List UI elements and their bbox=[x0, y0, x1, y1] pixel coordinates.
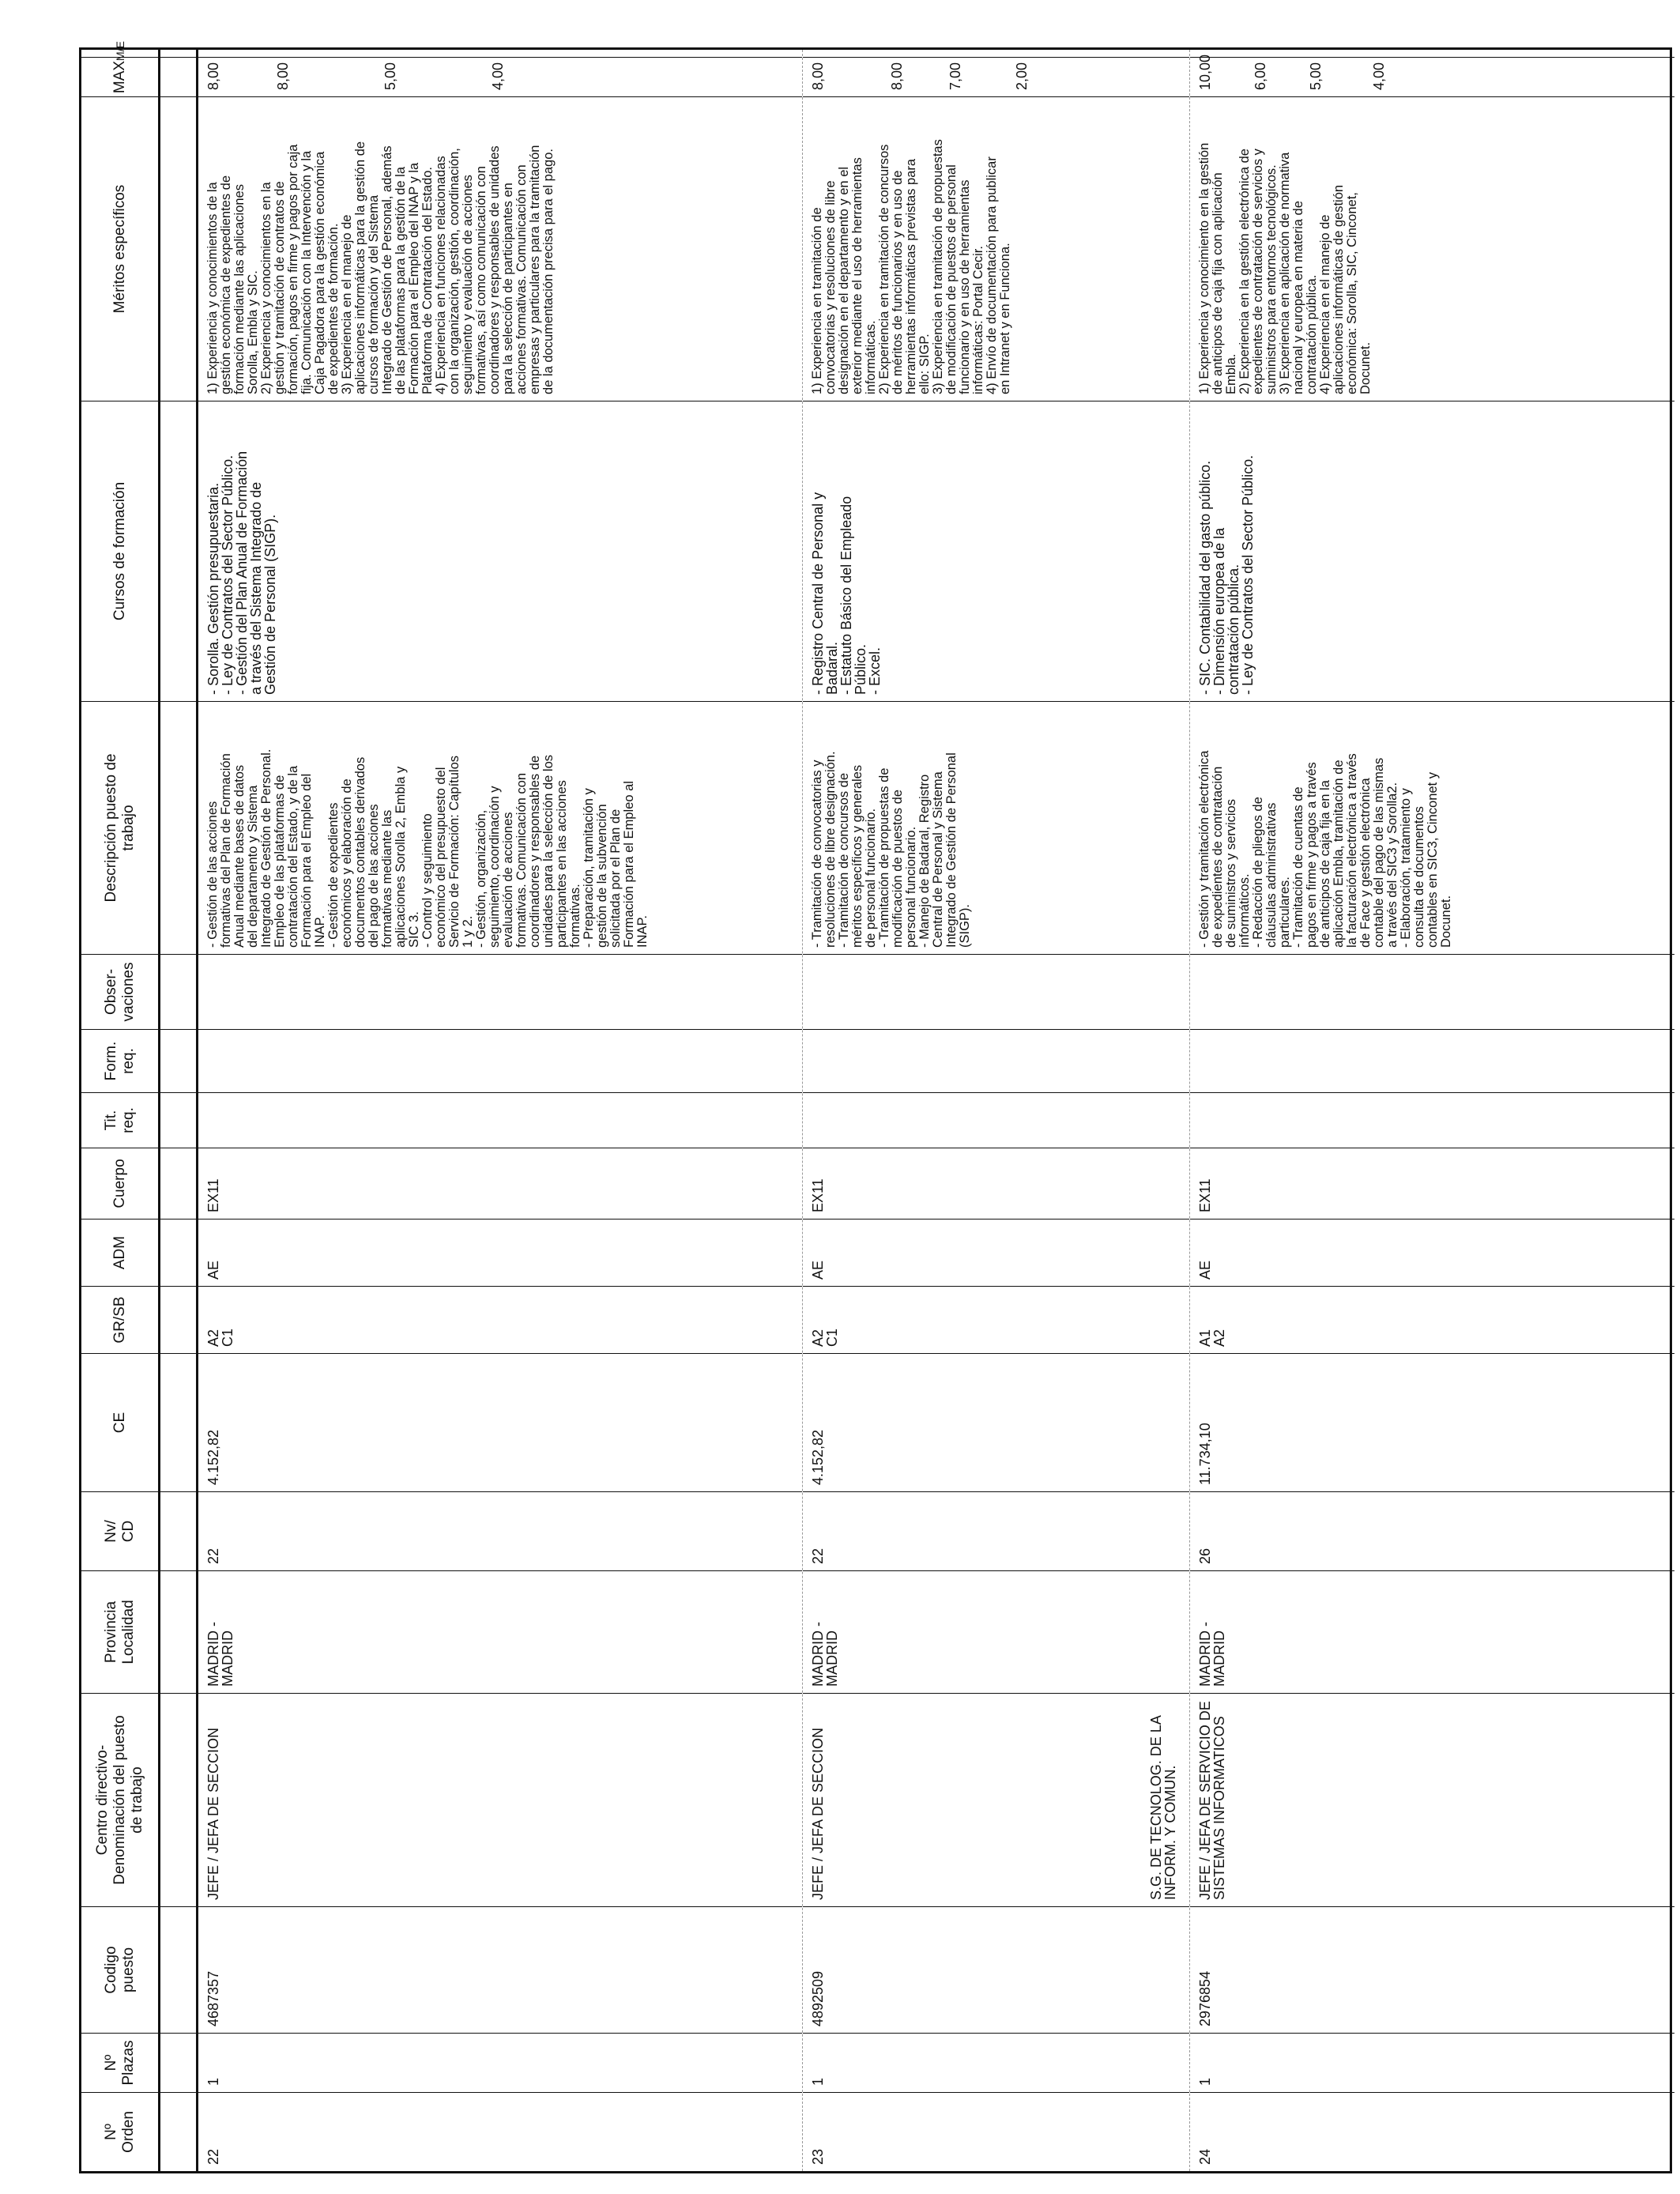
spacer-cell bbox=[160, 1353, 196, 1491]
cell-provincia: MADRID - MADRID bbox=[1190, 1570, 1674, 1693]
spacer-cell bbox=[160, 1491, 196, 1570]
header-codigo: Codigo puesto bbox=[81, 1906, 158, 2033]
table-row bbox=[803, 50, 1190, 2171]
spacer-cell bbox=[160, 2033, 196, 2092]
header-cuerpo: Cuerpo bbox=[81, 1148, 158, 1219]
spacer-cell bbox=[160, 2092, 196, 2171]
cell-meritos: 1) Experiencia en tramitación de convocatorias y resoluciones de libre designación en el departamento y en el exterior mediante el uso de herramientas informáticas. 2) Experiencia en tramitación de concursos de méritos de funcionarios y en uso de herramientas informáticas previstas para ello: SIGP. 3) Experiencia en tramitación de propuestas de modificación de puestos de personal funcionario y en uso de herramientas informáticas: Portal Cecir. 4) Envío de documentación para publicar en Intranet y en Funciona. bbox=[803, 96, 1189, 401]
header-descripcion: Descripción puesto de trabajo bbox=[81, 701, 158, 954]
cell-cursos: - Registro Central de Personal y Badaral. - Estatuto Básico del Empleado Público. - Excel. bbox=[803, 401, 1189, 701]
header-me: M/E bbox=[113, 41, 126, 61]
header-form: Form. req. bbox=[81, 1029, 158, 1092]
centro-unit-label: S.G. DE TECNOLOG. DE LA INFORM. Y COMUN. bbox=[1148, 1715, 1178, 1900]
spacer-cell bbox=[160, 1286, 196, 1353]
header-ce: CE bbox=[81, 1353, 158, 1491]
spacer-cell bbox=[160, 701, 196, 954]
cell-obs bbox=[1190, 954, 1674, 1029]
cell-cuerpo: EX11 bbox=[198, 1148, 802, 1219]
header-provincia: Provincia Localidad bbox=[81, 1570, 158, 1693]
max-value: 7,00 bbox=[947, 62, 963, 90]
max-value: 4,00 bbox=[490, 62, 506, 90]
cell-cuerpo: EX11 bbox=[803, 1148, 1189, 1219]
cell-nivel: 22 bbox=[803, 1491, 1189, 1570]
max-value: 4,00 bbox=[1371, 62, 1387, 90]
spacer-cell bbox=[160, 1906, 196, 2033]
plazas-table bbox=[79, 41, 1672, 2173]
max-value: 6,00 bbox=[1252, 62, 1268, 90]
max-value: 2,00 bbox=[1014, 62, 1030, 90]
header-cursos: Cursos de formación bbox=[81, 401, 158, 701]
spacer-cell bbox=[160, 1570, 196, 1693]
cell-descripcion: - Tramitación de convocatorias y resoluciones de libre designación. - Tramitación de concursos de méritos específicos y generales de personal funcionario. - Tramitación de propuestas de modificación de puestos de personal funcionario. - Manejo de Badaral, Registro Central de Personal y Sistema Integrado de Gestión de Personal (SIGP). bbox=[803, 701, 1189, 954]
cell-adm: AE bbox=[198, 1219, 802, 1286]
spacer-cell bbox=[160, 954, 196, 1029]
cell-centro: JEFE / JEFA DE SECCION bbox=[198, 1693, 802, 1906]
cell-codigo: 4687357 bbox=[198, 1906, 802, 2033]
cell-max bbox=[803, 57, 1189, 96]
cell-orden: 24 bbox=[1190, 2092, 1674, 2171]
centro-puesto-label: JEFE / JEFA DE SERVICIO DE SISTEMAS INFORMATICOS bbox=[1197, 1701, 1227, 1900]
cell-grsb: A2 C1 bbox=[198, 1286, 802, 1353]
header-nivel: Nv/ CD bbox=[81, 1491, 158, 1570]
cell-form bbox=[198, 1029, 802, 1092]
spacer-cell bbox=[160, 401, 196, 701]
header-meritos: Méritos específicos bbox=[81, 96, 158, 401]
header-tit: Tit. req. bbox=[81, 1092, 158, 1148]
cell-ce: 11.734,10 bbox=[1190, 1353, 1674, 1491]
cell-me bbox=[198, 44, 802, 57]
header-plazas: Nº Plazas bbox=[81, 2033, 158, 2092]
cell-provincia: MADRID - MADRID bbox=[803, 1570, 1189, 1693]
cell-nivel: 26 bbox=[1190, 1491, 1674, 1570]
cell-orden: 22 bbox=[198, 2092, 802, 2171]
cell-me bbox=[1190, 44, 1674, 57]
cell-max bbox=[1190, 54, 1674, 96]
cell-nivel: 22 bbox=[198, 1491, 802, 1570]
cell-max bbox=[198, 57, 802, 96]
spacer-cell bbox=[160, 1092, 196, 1148]
spacer-cell bbox=[160, 1219, 196, 1286]
cell-codigo: 2976854 bbox=[1190, 1906, 1674, 2033]
cell-tit bbox=[803, 1092, 1189, 1148]
header-centro: Centro directivo- Denominación del puesto de trabajo bbox=[81, 1693, 158, 1906]
max-value: 8,00 bbox=[889, 62, 905, 90]
cell-ce: 4.152,82 bbox=[198, 1353, 802, 1491]
cell-grsb: A1 A2 bbox=[1190, 1286, 1674, 1353]
max-value: 5,00 bbox=[1308, 62, 1324, 90]
max-value: 8,00 bbox=[810, 62, 826, 90]
cell-ce: 4.152,82 bbox=[803, 1353, 1189, 1491]
cell-grsb: A2 C1 bbox=[803, 1286, 1189, 1353]
max-value: 8,00 bbox=[205, 62, 221, 90]
cell-form bbox=[803, 1029, 1189, 1092]
cell-cursos: - Sorolla. Gestión presupuestaria. - Ley de Contratos del Sector Público. - Gestión del Plan Anual de Formación a través del Sistema Integrado de Gestión de Personal (SIGP). bbox=[198, 401, 802, 701]
cell-plazas: 1 bbox=[198, 2033, 802, 2092]
cell-me bbox=[803, 44, 1189, 57]
cell-codigo: 4892509 bbox=[803, 1906, 1189, 2033]
max-value: 10,00 bbox=[1197, 54, 1213, 90]
cell-plazas: 1 bbox=[803, 2033, 1189, 2092]
max-value: 5,00 bbox=[382, 62, 398, 90]
header-spacer-row bbox=[160, 50, 198, 2171]
cell-meritos: 1) Experiencia y conocimiento en la gestión de anticipos de caja fija con aplicación Embla. 2) Experiencia en la gestión electrónica de expedientes de contratación de servicios y suministros para entornos tecnológicos. 3) Experiencia en aplicación de normativa nacional y europea en materia de contratación pública. 4) Experiencia en el manejo de aplicaciones informáticas de gestión económica: Sorolla, SIC, Cinconet, Docunet. bbox=[1190, 96, 1674, 401]
cell-tit bbox=[198, 1092, 802, 1148]
spacer-cell bbox=[160, 1693, 196, 1906]
cell-orden: 23 bbox=[803, 2092, 1189, 2171]
rotated-sheet bbox=[79, 41, 1672, 2173]
cell-centro bbox=[1148, 1693, 1674, 1906]
spacer-cell bbox=[160, 96, 196, 401]
header-grsb: GR/SB bbox=[81, 1286, 158, 1353]
cell-adm: AE bbox=[803, 1219, 1189, 1286]
max-value: 8,00 bbox=[275, 62, 291, 90]
cell-cursos: - SIC. Contabilidad del gasto público. - Dimensión europea de la contratación pública. - Ley de Contratos del Sector Público. bbox=[1190, 401, 1674, 701]
cell-plazas: 1 bbox=[1190, 2033, 1674, 2092]
cell-adm: AE bbox=[1190, 1219, 1674, 1286]
header-max: MAX bbox=[81, 57, 158, 96]
header-obs: Obser- vaciones bbox=[81, 954, 158, 1029]
spacer-cell bbox=[160, 1029, 196, 1092]
cell-tit bbox=[1190, 1092, 1674, 1148]
cell-obs bbox=[803, 954, 1189, 1029]
spacer-cell bbox=[160, 1148, 196, 1219]
cell-descripcion: - Gestión de las acciones formativas del Plan de Formación Anual mediante bases de datos del departamento y Sistema Integrado de Gestión de Personal. Empleo de las plataformas de contratación del Estado, y de la Formación para el Empleo del INAP. - Gestión de expedientes económicos y elaboración de documentos contables derivados del pago de las acciones formativas mediante las aplicaciones Sorolla 2, Embla y SIC 3. - Control y seguimiento económico del presupuesto del Servicio de Formación: Capítulos 1 y 2. - Gestión, organización, seguimiento, coordinación y evaluación de acciones formativas. Comunicación con coordinadores y responsables de unidades para la selección de los participantes en las acciones formativas. - Preparación, tramitación y gestión de la subvención solicitada por el Plan de Formación para el Empleo al INAP. bbox=[198, 701, 802, 954]
cell-cuerpo: EX11 bbox=[1190, 1148, 1674, 1219]
table-row bbox=[1148, 50, 1674, 2171]
cell-provincia: MADRID - MADRID bbox=[198, 1570, 802, 1693]
table-row bbox=[198, 50, 803, 2171]
table-header bbox=[81, 41, 160, 2171]
cell-obs bbox=[198, 954, 802, 1029]
spacer-cell bbox=[160, 45, 196, 57]
header-adm: ADM bbox=[81, 1219, 158, 1286]
header-orden: Nº Orden bbox=[81, 2092, 158, 2171]
cell-form bbox=[1190, 1029, 1674, 1092]
cell-centro: JEFE / JEFA DE SECCION bbox=[803, 1693, 1189, 1906]
spacer-cell bbox=[160, 57, 196, 96]
cell-descripcion: - Gestión y tramitación electrónica de expedientes de contratación de suministros y servicios informáticos. - Redacción de pliegos de cláusulas administrativas particulares. - Tramitación de cuentas de pagos en firme y pagos a través de anticipos de caja fija en la aplicación Embla, tramitación de la facturación electrónica a través de Face y gestión electrónica contable del pago de las mismas a través del SIC3 y Sorolla2. - Elaboración, tratamiento y consulta de documentos contables en SIC3, Cinconet y Docunet. bbox=[1190, 701, 1674, 954]
cell-meritos: 1) Experiencia y conocimientos de la gestión económica de expedientes de formación mediante las aplicaciones Sorolla, Embla y SIC. 2) Experiencia y conocimientos en la gestión y tramitación de contratos de formación, pagos en firme y pagos por caja fija. Comunicación con la Intervención y la Caja Pagadora para la gestión económica de expedientes de formación. 3) Experiencia en el manejo de aplicaciones informáticas para la gestión de cursos de formación y del Sistema Integrado de Gestión de Personal, además de las plataformas para la gestión de la Formación para el Empleo del INAP y la Plataforma de Contratación del Estado. 4) Experiencia en funciones relacionadas con la organización, gestión, coordinación, seguimiento y evaluación de acciones formativas, así como comunicación con coordinadores y responsables de unidades para la selección de participantes en acciones formativas. Comunicación con empresas y particulares para la tramitación de la documentación precisa para el pago. bbox=[198, 96, 802, 401]
